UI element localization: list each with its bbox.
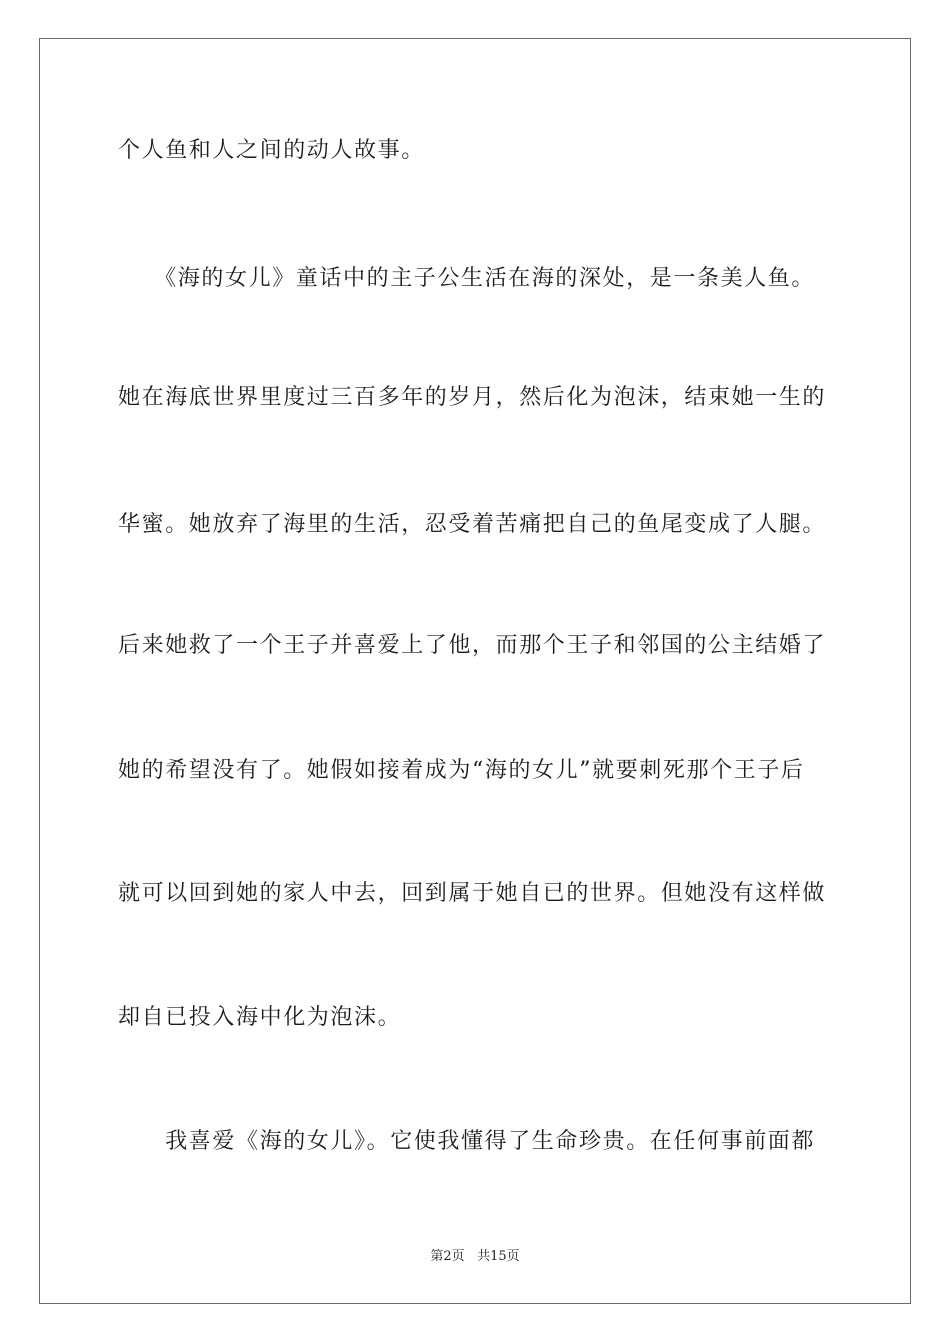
- paragraph-line-8: 却自已投入海中化为泡沫。: [118, 1005, 402, 1030]
- paragraph-line-9: 我喜爱《海的女儿》。它使我懂得了生命珍贵。在任何事前面都: [118, 1129, 816, 1154]
- paragraph-line-1: 个人鱼和人之间的动人故事。: [118, 138, 425, 163]
- paragraph-line-7: 就可以回到她的家人中去，回到属于她自已的世界。但她没有这样做: [118, 881, 827, 906]
- paragraph-line-4: 华蜜。她放弃了海里的生活，忍受着苦痛把自己的鱼尾变成了人腿。: [118, 512, 827, 537]
- paragraph-line-5: 后来她救了一个王子并喜爱上了他，而那个王子和邻国的公主结婚了: [118, 633, 827, 658]
- paragraph-line-6: 她的希望没有了。她假如接着成为“海的女儿”就要刺死那个王子后: [118, 758, 805, 783]
- page-footer: [0, 1248, 950, 1266]
- page-border: [39, 38, 911, 1304]
- paragraph-line-2: 《海的女儿》童话中的主子公生活在海的深处，是一条美人鱼。: [118, 266, 816, 291]
- paragraph-line-3: 她在海底世界里度过三百多年的岁月，然后化为泡沫，结束她一生的: [118, 385, 827, 410]
- page-number: 第2页: [430, 1249, 465, 1264]
- page-total: 共15页: [477, 1249, 520, 1264]
